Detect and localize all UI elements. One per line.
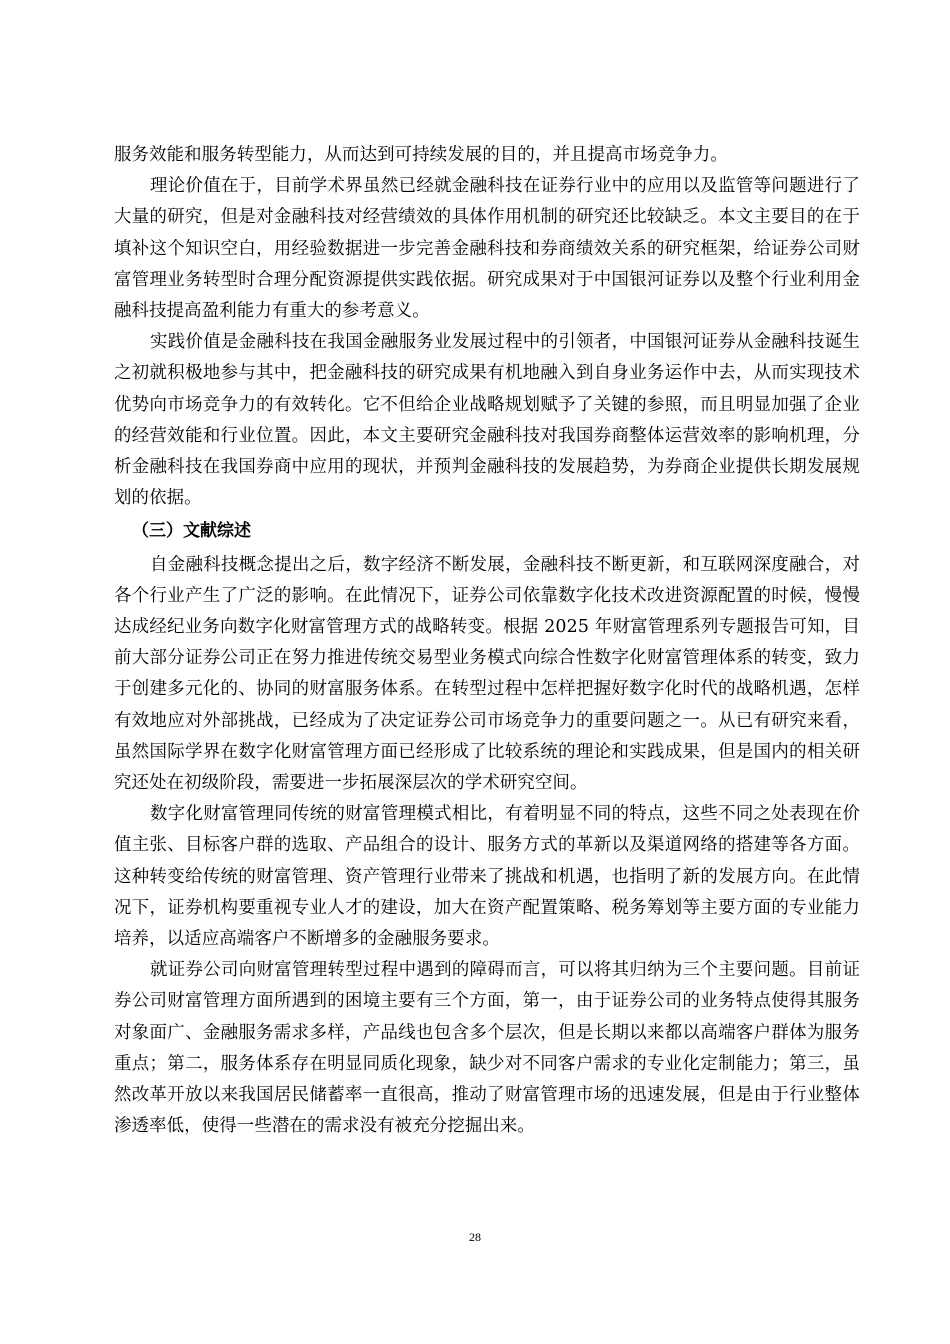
section-heading-literature-review: （三）文献综述 <box>132 521 251 542</box>
paragraph-literature-1: 自金融科技概念提出之后，数字经济不断发展，金融科技不断更新，和互联网深度融合，对各个行业产生了广泛的影响。在此情况下，证券公司依靠数字化技术改进资源配置的时候，慢慢达成经纪业务向数字化财富管理方式的战略转变。根据 2025 年财富管理系列专题报告可知，目前大部分证券公司正在努力推进传统交易型业务模式向综合性数字化财富管理体系的转变，致力于创建多元化的、协同的财富服务体系。在转型过程中怎样把握好数字化时代的战略机遇，怎样有效地应对外部挑战，已经成为了决定证券公司市场竞争力的重要问题之一。从已有研究来看，虽然国际学界在数字化财富管理方面已经形成了比较系统的理论和实践成果，但是国内的相关研究还处在初级阶段，需要进一步拓展深层次的学术研究空间。 <box>114 554 860 794</box>
paragraph-literature-3: 就证券公司向财富管理转型过程中遇到的障碍而言，可以将其归纳为三个主要问题。目前证券公司财富管理方面所遇到的困境主要有三个方面，第一，由于证券公司的业务特点使得其服务对象面广、金融服务需求多样，产品线也包含多个层次，但是长期以来都以高端客户群体为服务重点；第二，服务体系存在明显同质化现象，缺少对不同客户需求的专业化定制能力；第三，虽然改革开放以来我国居民储蓄率一直很高，推动了财富管理市场的迅速发展，但是由于行业整体渗透率低，使得一些潜在的需求没有被充分挖掘出来。 <box>114 960 860 1137</box>
document-body <box>114 140 860 1143</box>
paragraph-practical-value: 实践价值是金融科技在我国金融服务业发展过程中的引领者，中国银河证券从金融科技诞生之初就积极地参与其中，把金融科技的研究成果有机地融入到自身业务运作中去，从而实现技术优势向市场竞争力的有效转化。它不但给企业战略规划赋予了关键的参照，而且明显加强了企业的经营效能和行业位置。因此，本文主要研究金融科技对我国券商整体运营效率的影响机理，分析金融科技在我国券商中应用的现状，并预判金融科技的发展趋势，为券商企业提供长期发展规划的依据。 <box>114 332 860 509</box>
paragraph-theoretical-value: 理论价值在于，目前学术界虽然已经就金融科技在证券行业中的应用以及监管等问题进行了大量的研究，但是对金融科技对经营绩效的具体作用机制的研究还比较缺乏。本文主要目的在于填补这个知识空白，用经验数据进一步完善金融科技和券商绩效关系的研究框架，给证券公司财富管理业务转型时合理分配资源提供实践依据。研究成果对于中国银河证券以及整个行业利用金融科技提高盈利能力有重大的参考意义。 <box>114 176 860 322</box>
paragraph-literature-2: 数字化财富管理同传统的财富管理模式相比，有着明显不同的特点，这些不同之处表现在价值主张、目标客户群的选取、产品组合的设计、服务方式的革新以及渠道网络的搭建等各方面。这种转变给传统的财富管理、资产管理行业带来了挑战和机遇，也指明了新的发展方向。在此情况下，证券机构要重视专业人才的建设，加大在资产配置策略、税务筹划等主要方面的专业能力培养，以适应高端客户不断增多的金融服务要求。 <box>114 804 860 950</box>
paragraph-continuation: 服务效能和服务转型能力，从而达到可持续发展的目的，并且提高市场竞争力。 <box>114 145 728 165</box>
page-number: 28 <box>469 1230 481 1244</box>
